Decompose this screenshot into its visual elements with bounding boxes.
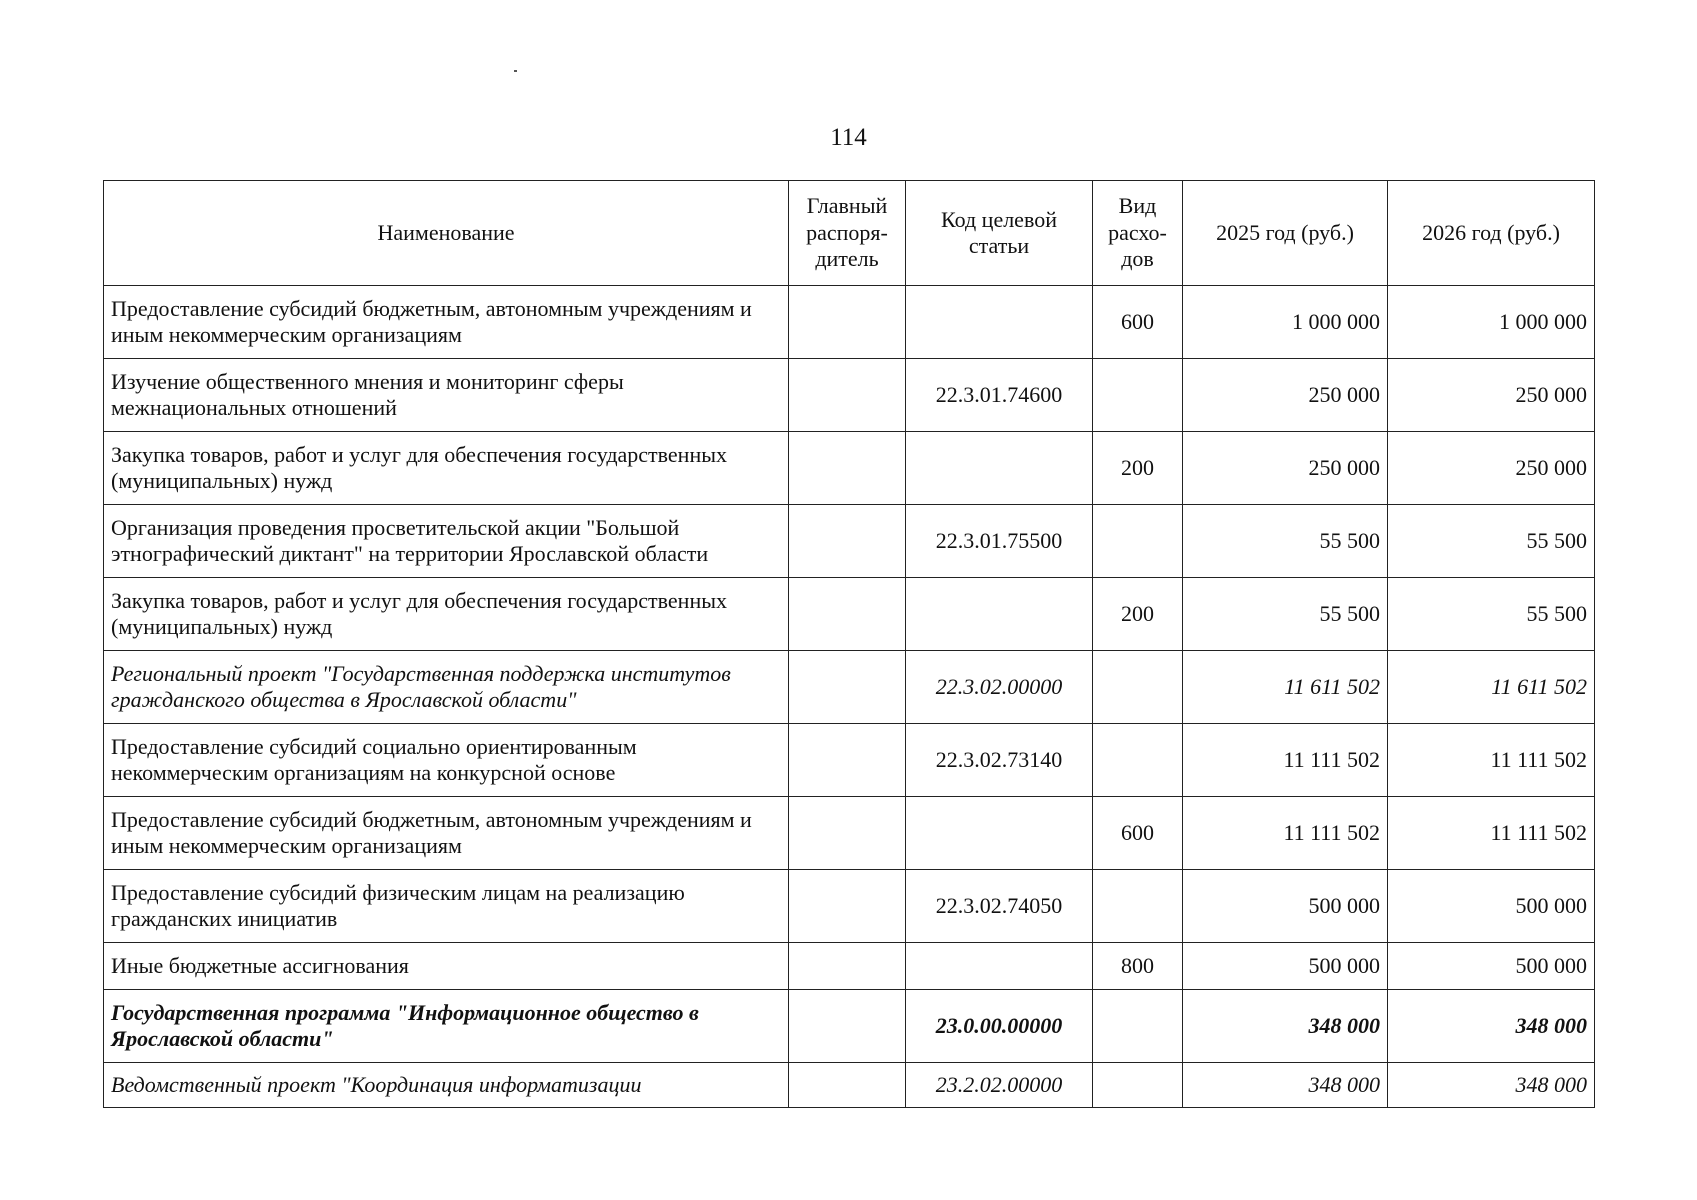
row-grbs-cell — [789, 870, 906, 943]
table-row — [104, 1063, 1595, 1108]
row-vid-cell: 200 — [1093, 578, 1183, 651]
row-2026-cell: 348 000 — [1388, 1063, 1595, 1108]
header-grbs: Главный распоря-дитель — [789, 181, 906, 286]
table-row — [104, 578, 1595, 651]
row-2025-cell: 250 000 — [1183, 359, 1388, 432]
row-grbs-cell — [789, 578, 906, 651]
row-code-cell — [906, 286, 1093, 359]
row-code-cell: 22.3.02.73140 — [906, 724, 1093, 797]
row-code-cell — [906, 432, 1093, 505]
table-row — [104, 359, 1595, 432]
row-vid-cell: 800 — [1093, 943, 1183, 990]
row-code-cell: 22.3.01.74600 — [906, 359, 1093, 432]
row-vid-cell — [1093, 1063, 1183, 1108]
row-2026-cell: 250 000 — [1388, 359, 1595, 432]
row-2025-cell: 500 000 — [1183, 870, 1388, 943]
row-vid-cell — [1093, 359, 1183, 432]
row-2026-cell: 1 000 000 — [1388, 286, 1595, 359]
row-code-cell — [906, 943, 1093, 990]
table-row — [104, 990, 1595, 1063]
row-grbs-cell — [789, 286, 906, 359]
row-code-cell: 22.3.02.00000 — [906, 651, 1093, 724]
table-row — [104, 724, 1595, 797]
row-2025-cell: 1 000 000 — [1183, 286, 1388, 359]
header-2026: 2026 год (руб.) — [1388, 181, 1595, 286]
row-name-cell: Региональный проект "Государственная поддержка институтов гражданского общества в Ярославской области" — [104, 651, 789, 724]
row-grbs-cell — [789, 1063, 906, 1108]
row-2025-cell: 250 000 — [1183, 432, 1388, 505]
row-vid-cell — [1093, 990, 1183, 1063]
row-vid-cell: 600 — [1093, 797, 1183, 870]
row-grbs-cell — [789, 359, 906, 432]
scan-mark — [514, 70, 517, 72]
row-name-cell: Закупка товаров, работ и услуг для обеспечения государственных (муниципальных) нужд — [104, 432, 789, 505]
row-2025-cell: 500 000 — [1183, 943, 1388, 990]
row-2026-cell: 55 500 — [1388, 578, 1595, 651]
table-row — [104, 432, 1595, 505]
row-name-cell: Изучение общественного мнения и мониторинг сферы межнациональных отношений — [104, 359, 789, 432]
row-code-cell: 23.0.00.00000 — [906, 990, 1093, 1063]
row-vid-cell — [1093, 724, 1183, 797]
row-2026-cell: 500 000 — [1388, 870, 1595, 943]
table-header-row — [104, 181, 1595, 286]
header-name: Наименование — [104, 181, 789, 286]
row-vid-cell — [1093, 651, 1183, 724]
row-2026-cell: 348 000 — [1388, 990, 1595, 1063]
table-row — [104, 286, 1595, 359]
table-row — [104, 651, 1595, 724]
row-2026-cell: 250 000 — [1388, 432, 1595, 505]
row-name-cell: Предоставление субсидий бюджетным, автономным учреждениям и иным некоммерческим организациям — [104, 286, 789, 359]
page-number: 114 — [830, 124, 867, 151]
row-2025-cell: 55 500 — [1183, 578, 1388, 651]
row-code-cell: 23.2.02.00000 — [906, 1063, 1093, 1108]
row-name-cell: Ведомственный проект "Координация информатизации — [104, 1063, 789, 1108]
row-code-cell — [906, 797, 1093, 870]
row-grbs-cell — [789, 797, 906, 870]
header-vid: Вид расхо-дов — [1093, 181, 1183, 286]
row-grbs-cell — [789, 651, 906, 724]
row-grbs-cell — [789, 724, 906, 797]
table-row — [104, 870, 1595, 943]
row-2025-cell: 11 111 502 — [1183, 724, 1388, 797]
row-2026-cell: 11 611 502 — [1388, 651, 1595, 724]
row-vid-cell: 600 — [1093, 286, 1183, 359]
row-code-cell: 22.3.02.74050 — [906, 870, 1093, 943]
row-name-cell: Предоставление субсидий бюджетным, автономным учреждениям и иным некоммерческим организациям — [104, 797, 789, 870]
row-grbs-cell — [789, 432, 906, 505]
row-2025-cell: 348 000 — [1183, 990, 1388, 1063]
row-2026-cell: 11 111 502 — [1388, 724, 1595, 797]
row-code-cell: 22.3.01.75500 — [906, 505, 1093, 578]
row-name-cell: Иные бюджетные ассигнования — [104, 943, 789, 990]
budget-table — [103, 180, 1595, 1108]
row-name-cell: Предоставление субсидий физическим лицам на реализацию гражданских инициатив — [104, 870, 789, 943]
row-2025-cell: 55 500 — [1183, 505, 1388, 578]
table-row — [104, 505, 1595, 578]
row-vid-cell — [1093, 870, 1183, 943]
row-name-cell: Предоставление субсидий социально ориентированным некоммерческим организациям на конкурсной основе — [104, 724, 789, 797]
table-body — [104, 286, 1595, 1108]
table-row — [104, 797, 1595, 870]
row-name-cell: Организация проведения просветительской акции "Большой этнографический диктант" на территории Ярославской области — [104, 505, 789, 578]
row-vid-cell: 200 — [1093, 432, 1183, 505]
row-2026-cell: 500 000 — [1388, 943, 1595, 990]
row-2025-cell: 11 611 502 — [1183, 651, 1388, 724]
row-grbs-cell — [789, 990, 906, 1063]
header-code: Код целевой статьи — [906, 181, 1093, 286]
row-grbs-cell — [789, 943, 906, 990]
row-2025-cell: 348 000 — [1183, 1063, 1388, 1108]
row-name-cell: Государственная программа "Информационное общество в Ярославской области" — [104, 990, 789, 1063]
row-2026-cell: 11 111 502 — [1388, 797, 1595, 870]
row-name-cell: Закупка товаров, работ и услуг для обеспечения государственных (муниципальных) нужд — [104, 578, 789, 651]
header-2025: 2025 год (руб.) — [1183, 181, 1388, 286]
row-2025-cell: 11 111 502 — [1183, 797, 1388, 870]
row-code-cell — [906, 578, 1093, 651]
row-2026-cell: 55 500 — [1388, 505, 1595, 578]
row-vid-cell — [1093, 505, 1183, 578]
table-row — [104, 943, 1595, 990]
row-grbs-cell — [789, 505, 906, 578]
